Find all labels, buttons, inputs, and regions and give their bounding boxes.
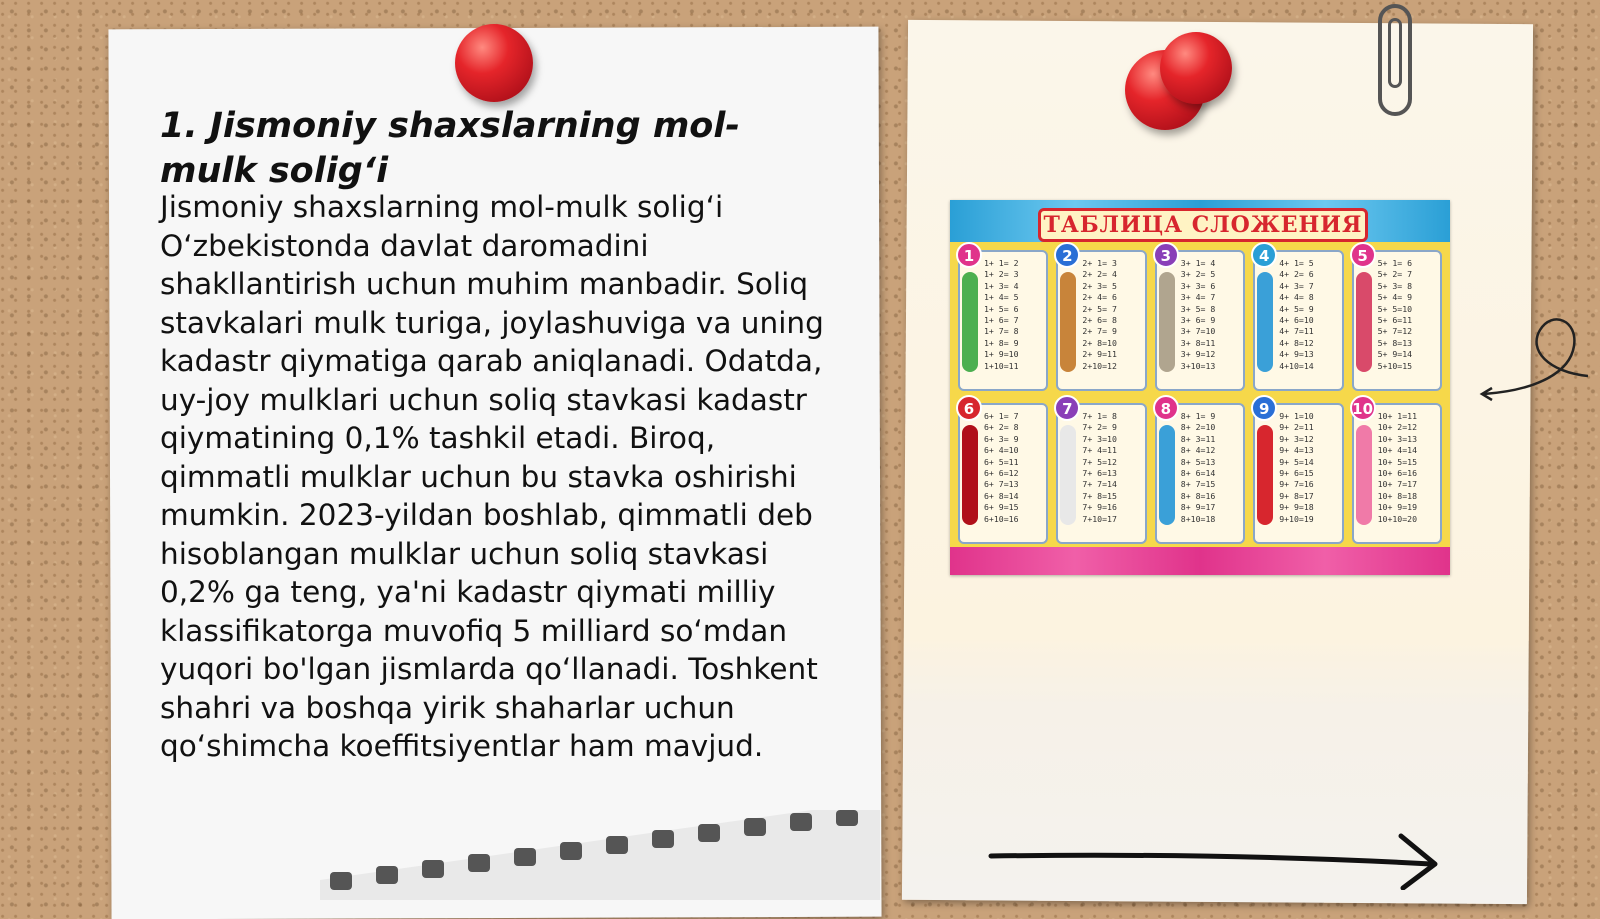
table-number-badge: 2 (1054, 242, 1080, 268)
addition-row: 10+ 3=13 (1377, 433, 1418, 444)
addition-row: 5+ 5=10 (1377, 303, 1413, 314)
table-number-badge: 5 (1350, 242, 1376, 268)
addition-tables-grid (958, 247, 1442, 544)
addition-row: 6+10=16 (984, 513, 1019, 524)
table-number-badge: 1 (956, 242, 982, 268)
addition-row: 8+ 7=15 (1180, 479, 1216, 490)
addition-row: 1+ 7= 8 (984, 326, 1019, 337)
cartoon-animal-icon (1159, 272, 1175, 372)
addition-row: 8+ 5=13 (1180, 456, 1216, 467)
addition-row: 5+ 6=11 (1377, 315, 1413, 326)
addition-row: 1+ 9=10 (984, 349, 1019, 360)
addition-row: 7+ 3=10 (1082, 433, 1117, 444)
addition-row: 6+ 8=14 (984, 490, 1019, 501)
addition-row: 1+ 4= 5 (984, 292, 1019, 303)
addition-table-poster (950, 200, 1450, 575)
addition-row: 9+10=19 (1279, 513, 1314, 524)
poster-title: ТАБЛИЦА СЛОЖЕНИЯ (1038, 208, 1368, 242)
addition-table (1253, 247, 1343, 391)
addition-row: 3+ 5= 8 (1180, 303, 1216, 314)
addition-row: 2+ 7= 9 (1082, 326, 1117, 337)
addition-row: 5+ 1= 6 (1377, 258, 1413, 268)
addition-row: 7+ 5=12 (1082, 456, 1117, 467)
addition-row: 8+ 8=16 (1180, 490, 1216, 501)
addition-row: 1+ 6= 7 (984, 315, 1019, 326)
addition-row: 7+ 8=15 (1082, 490, 1117, 501)
addition-row: 9+ 5=14 (1279, 456, 1314, 467)
addition-row: 6+ 6=12 (984, 468, 1019, 479)
addition-row: 8+10=18 (1180, 513, 1216, 524)
addition-row: 1+ 8= 9 (984, 337, 1019, 348)
paperclip-icon (1378, 4, 1412, 116)
addition-row: 7+ 4=11 (1082, 445, 1117, 456)
addition-row: 7+ 2= 9 (1082, 422, 1117, 433)
red-pushpin-icon (1160, 32, 1232, 104)
addition-table (1352, 400, 1442, 544)
table-number-badge: 8 (1153, 395, 1179, 421)
addition-row: 5+ 2= 7 (1377, 269, 1413, 280)
addition-row: 3+ 7=10 (1180, 326, 1216, 337)
cartoon-animal-icon (1356, 272, 1372, 372)
cartoon-animal-icon (1060, 425, 1076, 525)
addition-row: 1+ 1= 2 (984, 258, 1019, 268)
addition-table (958, 247, 1048, 391)
addition-row: 3+ 2= 5 (1180, 269, 1216, 280)
addition-row: 3+ 6= 9 (1180, 315, 1216, 326)
addition-row: 2+ 1= 3 (1082, 258, 1117, 268)
addition-row: 3+ 3= 6 (1180, 280, 1216, 291)
addition-row: 6+ 9=15 (984, 502, 1019, 513)
addition-row: 10+ 9=19 (1377, 502, 1418, 513)
addition-row: 3+ 9=12 (1180, 349, 1216, 360)
addition-row: 3+ 1= 4 (1180, 258, 1216, 268)
addition-row: 3+ 4= 7 (1180, 292, 1216, 303)
addition-row: 4+10=14 (1279, 360, 1314, 371)
addition-row: 9+ 3=12 (1279, 433, 1314, 444)
cartoon-animal-icon (1356, 425, 1372, 525)
addition-row: 2+ 5= 7 (1082, 303, 1117, 314)
addition-row: 4+ 5= 9 (1279, 303, 1314, 314)
table-number-badge: 4 (1251, 242, 1277, 268)
addition-row: 10+ 8=18 (1377, 490, 1418, 501)
addition-table (1056, 400, 1146, 544)
cartoon-animal-icon (962, 272, 978, 372)
addition-row: 4+ 2= 6 (1279, 269, 1314, 280)
cartoon-animal-icon (1159, 425, 1175, 525)
addition-row: 7+ 6=13 (1082, 468, 1117, 479)
note-body-text: Jismoniy shaxslarning mol-mulk solig‘i O‘zbekistonda davlat daromadini shakllantirish uchun muhim manbadir. Soliq stavkalari mulk turiga, joylashuviga va uning kadastr qiymatiga qarab aniqlanadi. Odatda, uy-joy mulklari uchun soliq stavkasi kadastr qiymatining 0,1% tashkil etadi. Biroq, qimmatli mulklar uchun bu stavka oshirishi mumkin. 2023-yildan boshlab, qimmatli deb hisoblangan mulklar uchun soliq stavkasi 0,2% ga teng, ya'ni kadastr qiymati milliy klassifikatorga muvofiq 5 milliard so‘mdan yuqori bo'lgan jismlarda qo‘llanadi. Toshkent shahri va boshqa yirik shaharlar uchun qo‘shimcha koeffitsiyentlar ham mavjud. (160, 190, 824, 763)
addition-row: 8+ 3=11 (1180, 433, 1216, 444)
addition-row: 8+ 9=17 (1180, 502, 1216, 513)
addition-row: 4+ 3= 7 (1279, 280, 1314, 291)
addition-row: 9+ 6=15 (1279, 468, 1314, 479)
addition-row: 6+ 5=11 (984, 456, 1019, 467)
addition-row: 5+10=15 (1377, 360, 1413, 371)
addition-row: 9+ 4=13 (1279, 445, 1314, 456)
right-arrow-icon (985, 830, 1445, 890)
addition-row: 3+10=13 (1180, 360, 1216, 371)
cartoon-animal-icon (1257, 272, 1273, 372)
addition-row: 8+ 2=10 (1180, 422, 1216, 433)
addition-row: 10+ 6=16 (1377, 468, 1418, 479)
addition-row: 3+ 8=11 (1180, 337, 1216, 348)
addition-row: 9+ 2=11 (1279, 422, 1314, 433)
addition-row: 8+ 1= 9 (1180, 411, 1216, 421)
table-number-badge: 3 (1153, 242, 1179, 268)
addition-row: 4+ 4= 8 (1279, 292, 1314, 303)
cartoon-animal-icon (1257, 425, 1273, 525)
table-number-badge: 6 (956, 395, 982, 421)
cartoon-animal-icon (1060, 272, 1076, 372)
addition-table (1056, 247, 1146, 391)
addition-row: 8+ 6=14 (1180, 468, 1216, 479)
addition-row: 4+ 6=10 (1279, 315, 1314, 326)
addition-row: 7+ 7=14 (1082, 479, 1117, 490)
addition-row: 7+10=17 (1082, 513, 1117, 524)
addition-row: 2+ 4= 6 (1082, 292, 1117, 303)
addition-row: 1+10=11 (984, 360, 1019, 371)
addition-row: 10+ 5=15 (1377, 456, 1418, 467)
addition-row: 4+ 8=12 (1279, 337, 1314, 348)
addition-row: 5+ 4= 9 (1377, 292, 1413, 303)
note-title: 1. Jismoniy shaxslarning mol-mulk solig‘i (160, 106, 740, 191)
table-number-badge: 9 (1251, 395, 1277, 421)
table-number-badge: 10 (1350, 395, 1376, 421)
torn-paper-edge (320, 810, 880, 900)
addition-row: 7+ 1= 8 (1082, 411, 1117, 421)
addition-row: 2+ 3= 5 (1082, 280, 1117, 291)
addition-row: 6+ 7=13 (984, 479, 1019, 490)
addition-row: 4+ 9=13 (1279, 349, 1314, 360)
addition-row: 9+ 8=17 (1279, 490, 1314, 501)
addition-row: 2+ 2= 4 (1082, 269, 1117, 280)
addition-row: 2+ 8=10 (1082, 337, 1117, 348)
poster-bottom-border (950, 547, 1450, 575)
addition-row: 6+ 3= 9 (984, 433, 1019, 444)
addition-row: 6+ 4=10 (984, 445, 1019, 456)
addition-table (1253, 400, 1343, 544)
addition-row: 5+ 7=12 (1377, 326, 1413, 337)
addition-row: 4+ 1= 5 (1279, 258, 1314, 268)
addition-row: 1+ 3= 4 (984, 280, 1019, 291)
addition-row: 2+10=12 (1082, 360, 1117, 371)
addition-row: 5+ 8=13 (1377, 337, 1413, 348)
addition-row: 9+ 9=18 (1279, 502, 1314, 513)
addition-table (958, 400, 1048, 544)
addition-row: 10+ 4=14 (1377, 445, 1418, 456)
addition-table (1155, 400, 1245, 544)
addition-row: 6+ 1= 7 (984, 411, 1019, 421)
addition-row: 7+ 9=16 (1082, 502, 1117, 513)
addition-row: 5+ 3= 8 (1377, 280, 1413, 291)
cartoon-animal-icon (962, 425, 978, 525)
addition-row: 6+ 2= 8 (984, 422, 1019, 433)
addition-row: 2+ 9=11 (1082, 349, 1117, 360)
addition-row: 1+ 2= 3 (984, 269, 1019, 280)
addition-row: 2+ 6= 8 (1082, 315, 1117, 326)
curly-arrow-icon (1478, 310, 1588, 410)
addition-row: 4+ 7=11 (1279, 326, 1314, 337)
addition-row: 5+ 9=14 (1377, 349, 1413, 360)
addition-row: 1+ 5= 6 (984, 303, 1019, 314)
addition-table (1352, 247, 1442, 391)
addition-row: 10+ 1=11 (1377, 411, 1418, 421)
addition-table (1155, 247, 1245, 391)
addition-row: 10+10=20 (1377, 513, 1418, 524)
addition-row: 8+ 4=12 (1180, 445, 1216, 456)
addition-row: 9+ 1=10 (1279, 411, 1314, 421)
red-pushpin-icon (455, 24, 533, 102)
addition-row: 10+ 2=12 (1377, 422, 1418, 433)
addition-row: 9+ 7=16 (1279, 479, 1314, 490)
table-number-badge: 7 (1054, 395, 1080, 421)
addition-row: 10+ 7=17 (1377, 479, 1418, 490)
